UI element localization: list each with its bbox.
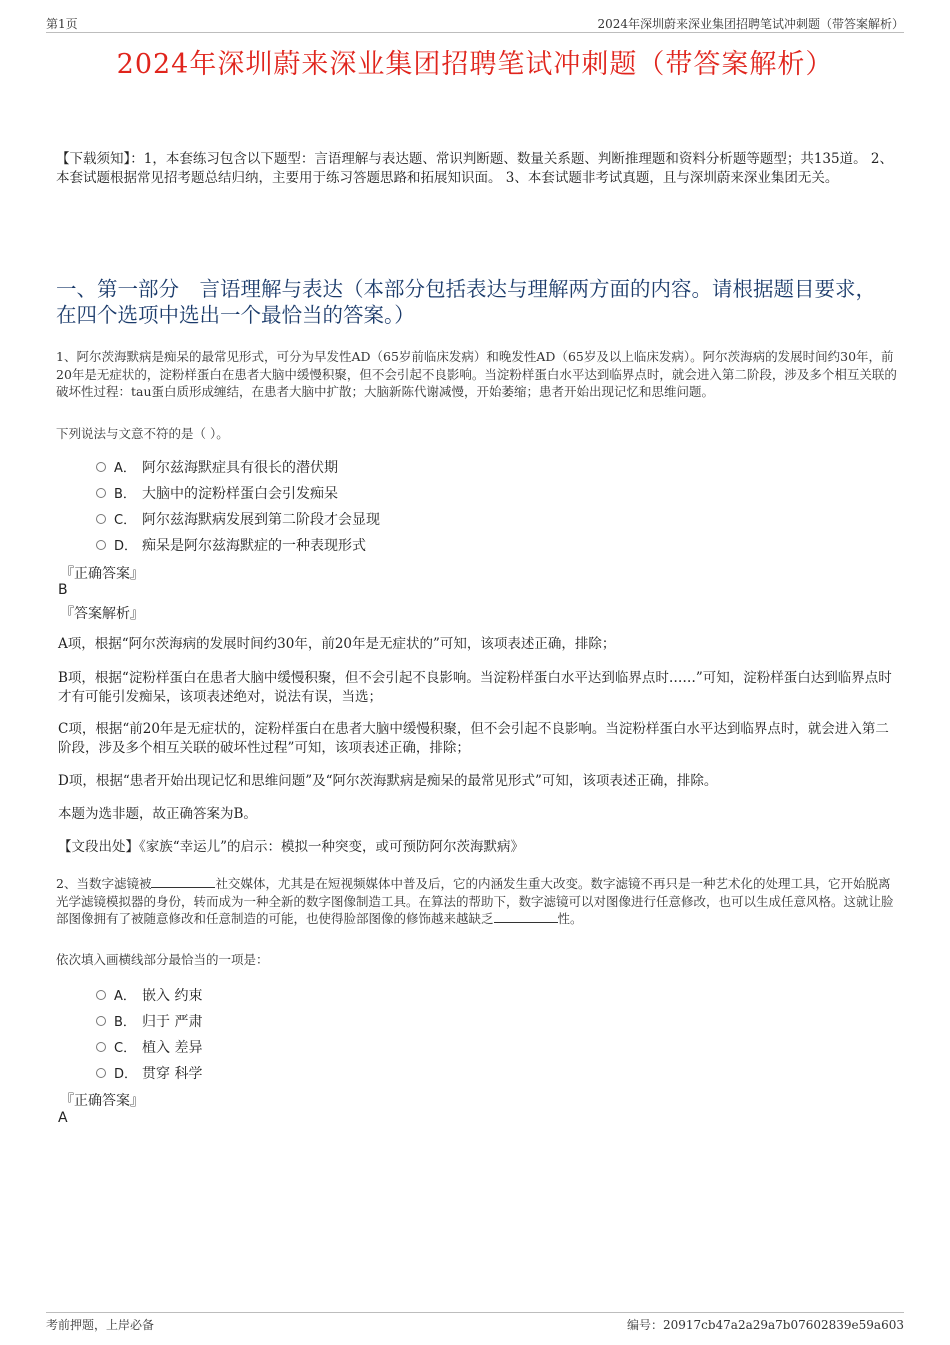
radio-icon[interactable] [96, 1016, 106, 1026]
q2-option-a[interactable]: A． 嵌入 约束 [96, 985, 202, 1005]
page-number: 第1页 [46, 17, 78, 31]
q2-answer: A [58, 1110, 68, 1126]
download-notice: 【下载须知】：1，本套练习包含以下题型：言语理解与表达题、常识判断题、数量关系题、判断推理题和资料分析题等题型；共135道。 2、本套试题根据常见招考题总结归纳，主要用于练习答题思路和拓展知识面。 3、本套试题非考试真题，且与深圳蔚来深业集团无关。 [56, 151, 893, 186]
question-2-text: 2、当数字滤镜被 社交媒体，尤其是在短视频媒体中普及后，它的内涵发生重大改变。数字滤镜不再只是一种艺术化的处理工具，它开始脱离光学滤镜模拟器的身份，转而成为一种全新的数字图像制造工具。在算法的帮助下，数字滤镜可以对图像进行任意修改，也可以生成任意风格。这就让脸部图像拥有了被随意修改和任意制造的可能，也使得脸部图像的修饰越来越缺乏 性。 [56, 876, 894, 926]
fill-blank-1 [151, 875, 215, 888]
question-1-prompt: 下列说法与文意不符的是（ ）。 [56, 426, 229, 441]
q1-option-d[interactable]: D． 痴呆是阿尔兹海默症的一种表现形式 [96, 535, 366, 555]
footer-slogan: 考前押题，上岸必备 [46, 1318, 155, 1332]
q1-analysis-c: C项，根据“前20年是无症状的，淀粉样蛋白在患者大脑中缓慢积聚，但不会引起不良影响。当淀粉样蛋白水平达到临界点时，就会进入第二阶段，涉及多个相互关联的破坏性过程”可知，该项表述正确，排除； [58, 721, 889, 756]
radio-icon[interactable] [96, 1042, 106, 1052]
fill-blank-2 [494, 910, 558, 923]
question-2-prompt: 依次填入画横线部分最恰当的一项是： [56, 952, 269, 967]
question-1-text: 1、阿尔茨海默病是痴呆的最常见形式，可分为早发性AD（65岁前临床发病）和晚发性AD（65岁及以上临床发病）。阿尔茨海病的发展时间约30年，前20年是无症状的，淀粉样蛋白在患者大脑中缓慢积聚，但不会引起不良影响。当淀粉样蛋白水平达到临界点时，就会进入第二阶段，涉及多个相互关联的破坏性过程：tau蛋白质形成缠结，在患者大脑中扩散；大脑新陈代谢减慢，开始萎缩；患者开始出现记忆和思维问题。 [56, 349, 897, 399]
radio-icon[interactable] [96, 1068, 106, 1078]
q1-option-a[interactable]: A． 阿尔兹海默症具有很长的潜伏期 [96, 457, 338, 477]
page-header [46, 14, 904, 33]
page-footer [46, 1312, 904, 1332]
radio-icon[interactable] [96, 462, 106, 472]
radio-icon[interactable] [96, 990, 106, 1000]
q1-conclusion: 本题为选非题，故正确答案为B。 [58, 806, 257, 822]
q2-option-b[interactable]: B． 归于 严肃 [96, 1011, 202, 1031]
radio-icon[interactable] [96, 540, 106, 550]
q1-analysis-d: D项，根据“患者开始出现记忆和思维问题”及“阿尔茨海默病是痴呆的最常见形式”可知，该项表述正确，排除。 [58, 773, 718, 789]
header-doc-title: 2024年深圳蔚来深业集团招聘笔试冲刺题（带答案解析） [597, 17, 904, 31]
q1-option-b[interactable]: B． 大脑中的淀粉样蛋白会引发痴呆 [96, 483, 338, 503]
q2-answer-label: 『正确答案』 [60, 1093, 144, 1109]
q1-option-c[interactable]: C． 阿尔兹海默病发展到第二阶段才会显现 [96, 509, 380, 529]
q1-analysis-a: A项，根据“阿尔茨海病的发展时间约30年，前20年是无症状的”可知，该项表述正确，排除； [58, 636, 616, 652]
q1-analysis-b: B项，根据“淀粉样蛋白在患者大脑中缓慢积聚，但不会引起不良影响。当淀粉样蛋白水平达到临界点时……”可知，淀粉样蛋白达到临界点时才有可能引发痴呆，该项表述绝对，说法有误，当选； [58, 670, 892, 705]
q1-analysis-label: 『答案解析』 [60, 606, 144, 622]
radio-icon[interactable] [96, 488, 106, 498]
q1-source: 【文段出处】《家族“幸运儿”的启示：模拟一种突变，或可预防阿尔茨海默病》 [58, 839, 525, 855]
q1-answer-label: 『正确答案』 [60, 566, 144, 582]
radio-icon[interactable] [96, 514, 106, 524]
q2-option-d[interactable]: D． 贯穿 科学 [96, 1063, 202, 1083]
footer-doc-id: 编号：20917cb47a2a29a7b07602839e59a603 [626, 1318, 904, 1332]
q1-answer: B [58, 582, 68, 598]
section-heading: 一、第一部分 言语理解与表达（本部分包括表达与理解两方面的内容。请根据题目要求，在四个选项中选出一个最恰当的答案。） [56, 277, 876, 327]
q2-option-c[interactable]: C． 植入 差异 [96, 1037, 202, 1057]
page-title: 2024年深圳蔚来深业集团招聘笔试冲刺题（带答案解析） [116, 49, 834, 80]
